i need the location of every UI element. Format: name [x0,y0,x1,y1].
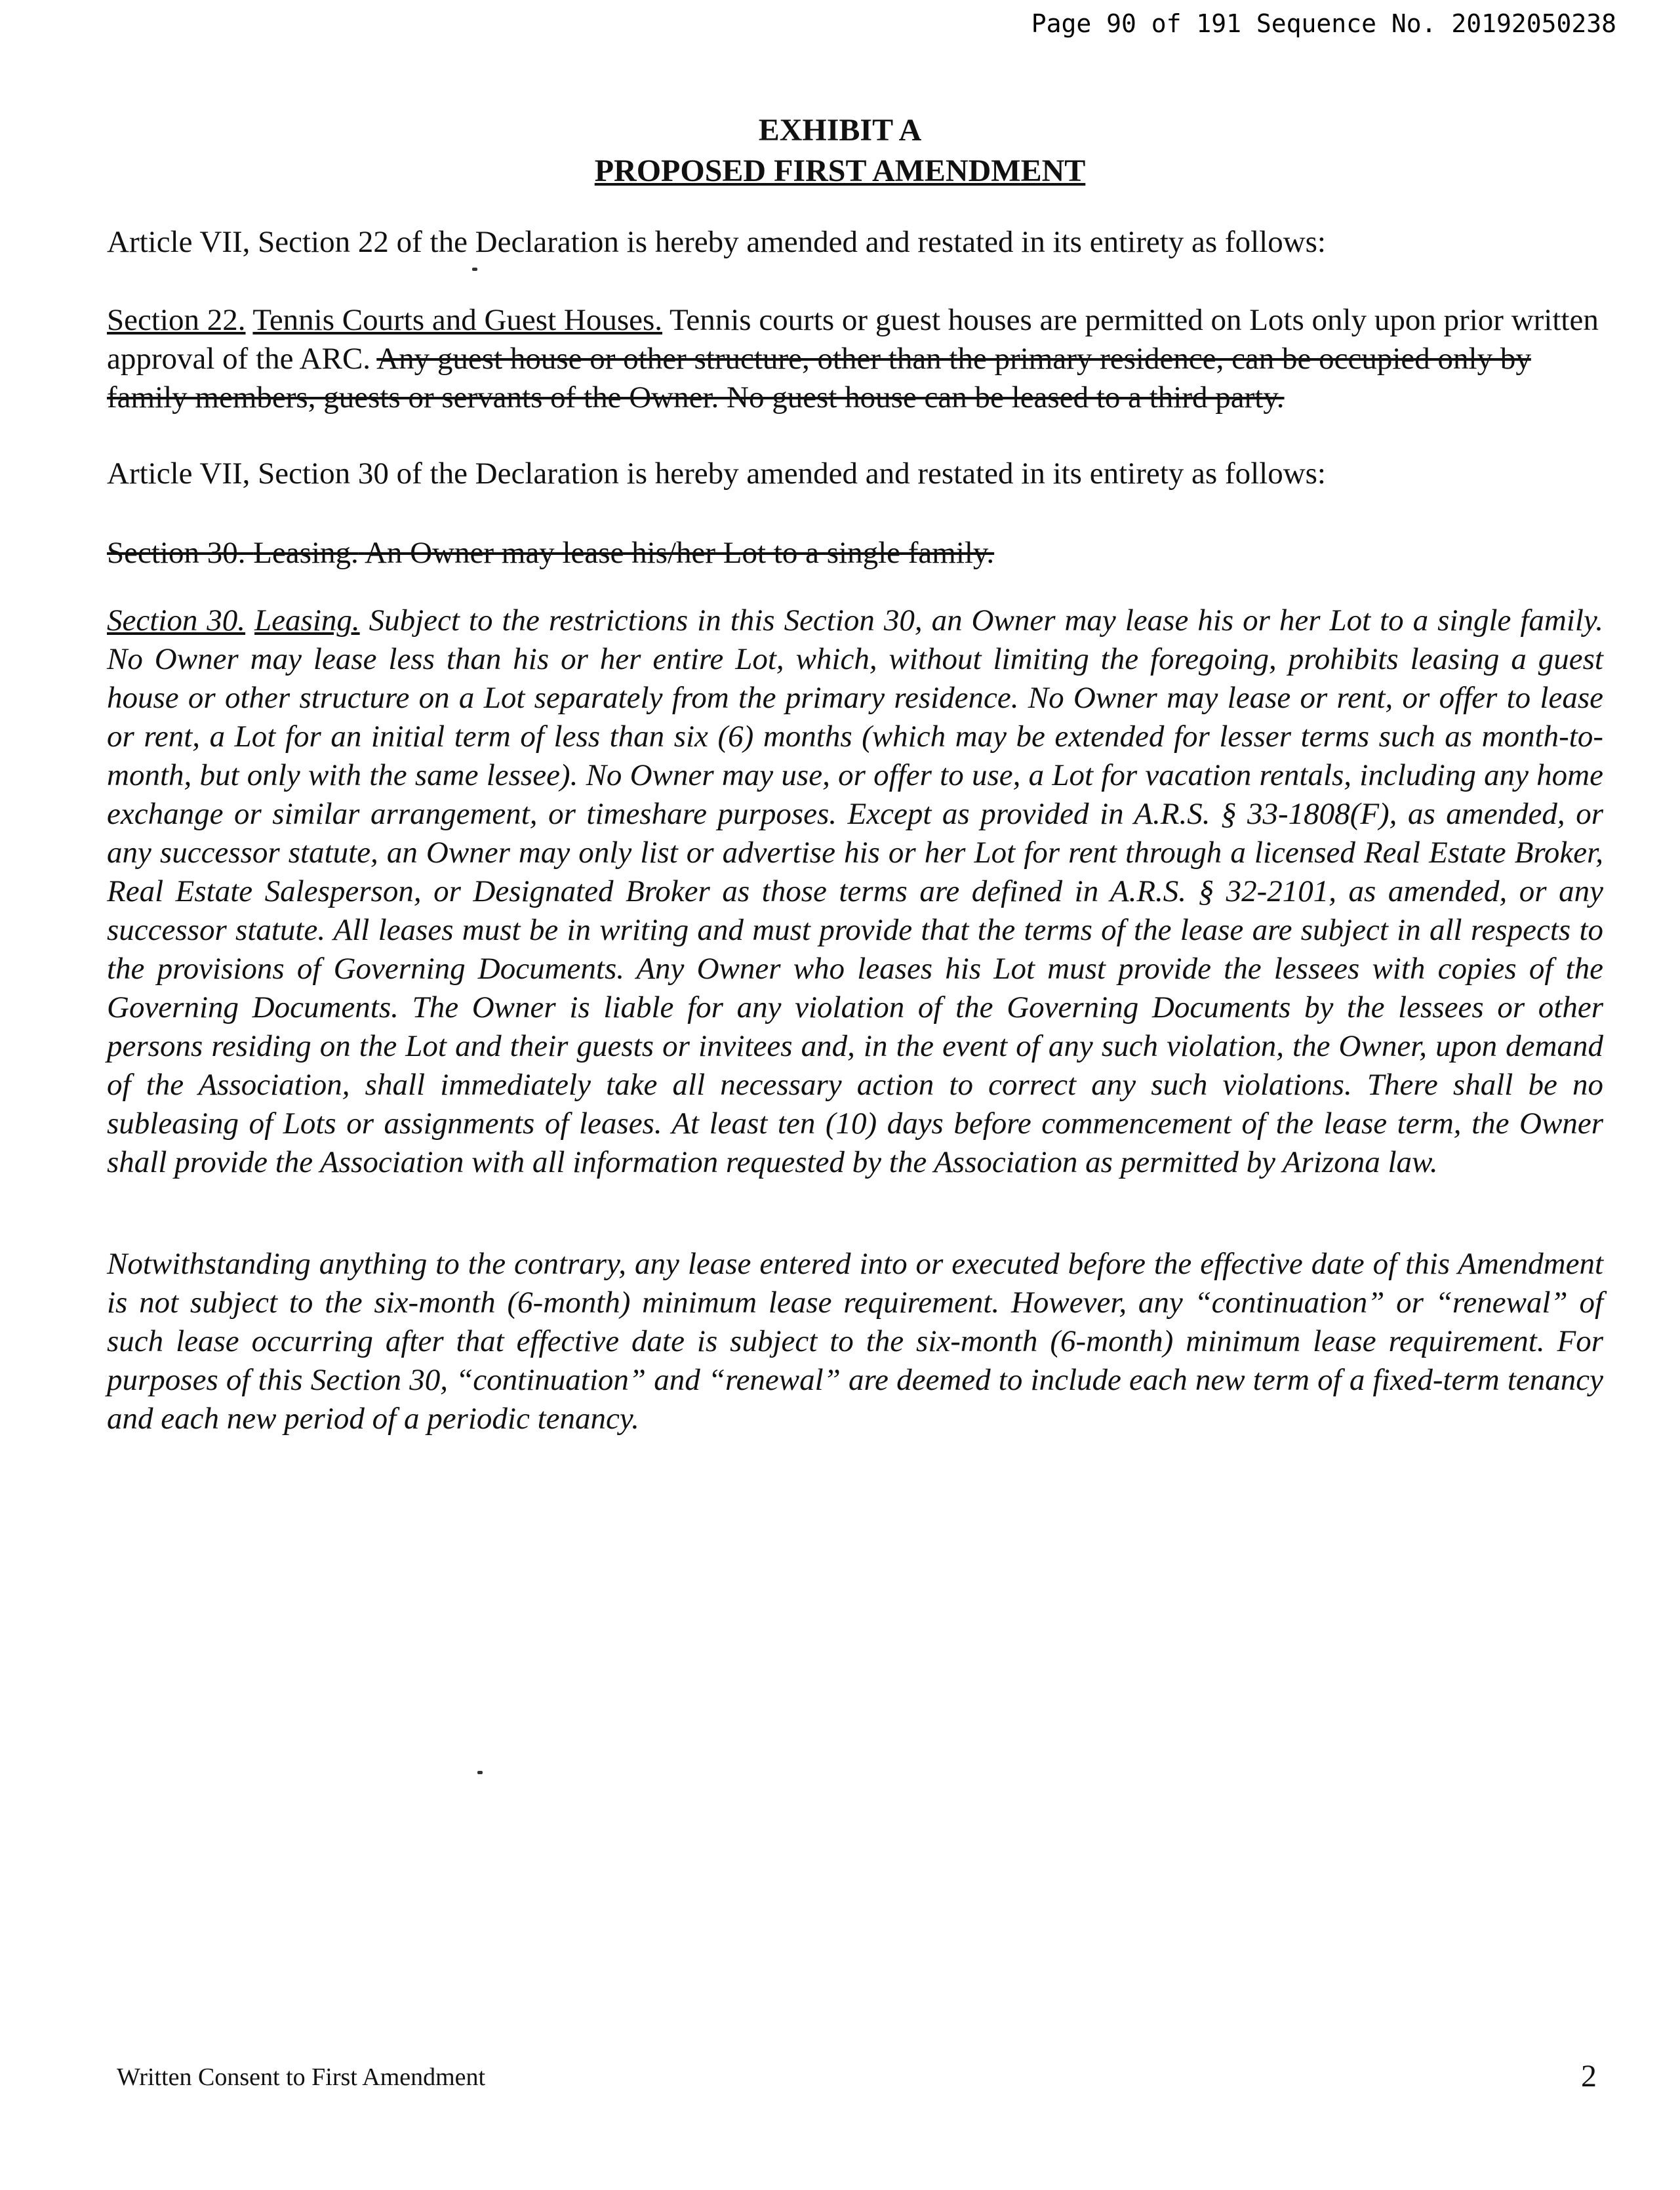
exhibit-label: EXHIBIT A [758,113,922,148]
amendment-title: PROPOSED FIRST AMENDMENT [594,153,1086,188]
section-22-heading: Tennis Courts and Guest Houses. [252,303,663,337]
section-30-new-heading: Leasing. [254,603,360,638]
footer-page-number: 2 [1581,2059,1597,2094]
footer-document-title: Written Consent to First Amendment [117,2063,486,2091]
section-22-number: Section 22. [107,303,246,337]
exhibit-title [0,110,1680,192]
section-22-text: Tennis courts or guest houses are permitted on Lots only upon prior written approval of the ARC. [107,303,1599,376]
article-22-intro: Article VII, Section 22 of the Declaration is hereby amended and restated in its entirety as follows: [107,225,1326,259]
scan-speck [472,268,477,271]
article-30-intro: Article VII, Section 30 of the Declaration is hereby amended and restated in its entirety as follows: [107,456,1326,491]
section-22-deleted-text: Any guest house or other structure, other than the primary residence, can be occupied only by family members, guests or servants of the Owner. No guest house can be leased to a third party. [107,342,1531,415]
scan-speck [477,1771,483,1774]
section-30-old-heading: Leasing. [253,536,359,570]
section-30-old-paragraph [107,534,1603,573]
section-22-paragraph [107,301,1603,417]
section-30-old-text: An Owner may lease his/her Lot to a single family. [364,536,995,570]
section-30-old-number: Section 30. [107,536,246,570]
section-30-new-paragraph [107,601,1603,1182]
section-30-new-text: Subject to the restrictions in this Section 30, an Owner may lease his or her Lot to a single family. No Owner may lease less than his or her entire Lot, which, without limiting the foregoing, prohibits leasing a guest house or other structure on a Lot separately from the primary residence. No Owner may lease or rent, or offer to lease or rent, a Lot for an initial term of less than six (6) months (which may be extended for lesser terms such as month-to-month, but only with the same lessee). No Owner may use, or offer to use, a Lot for vacation rentals, including any home exchange or similar arrangement, or timeshare purposes. Except as provided in A.R.S. § 33-1808(F), as amended, or any successor statute, an Owner may only list or advertise his or her Lot for rent through a licensed Real Estate Broker, Real Estate Salesperson, or Designated Broker as those terms are defined in A.R.S. § 32-2101, as amended, or any successor statute. All leases must be in writing and must provide that the terms of the lease are subject in all respects to the provisions of Governing Documents. Any Owner who leases his Lot must provide the lessees with copies of the Governing Documents. The Owner is liable for any violation of the Governing Documents by the lessees or other persons residing on the Lot and their guests or invitees and, in the event of any such violation, the Owner, upon demand of the Association, shall immediately take all necessary action to correct any such violations. There shall be no subleasing of Lots or assignments of leases. At least ten (10) days before commencement of the lease term, the Owner shall provide the Association with all information requested by the Association as permitted by Arizona law. [107,603,1603,1179]
grandfather-clause-paragraph: Notwithstanding anything to the contrary, any lease entered into or executed before the effective date of this Amendment is not subject to the six-month (6-month) minimum lease requirement. However, any “continuation” or “renewal” of such lease occurring after that effective date is subject to the six-month (6-month) minimum lease requirement. For purposes of this Section 30, “continuation” and “renewal” are deemed to include each new term of a fixed-term tenancy and each new period of a periodic tenancy. [107,1247,1603,1436]
filing-stamp: Page 90 of 191 Sequence No. 20192050238 [1031,9,1616,38]
section-30-new-number: Section 30. [107,603,246,638]
